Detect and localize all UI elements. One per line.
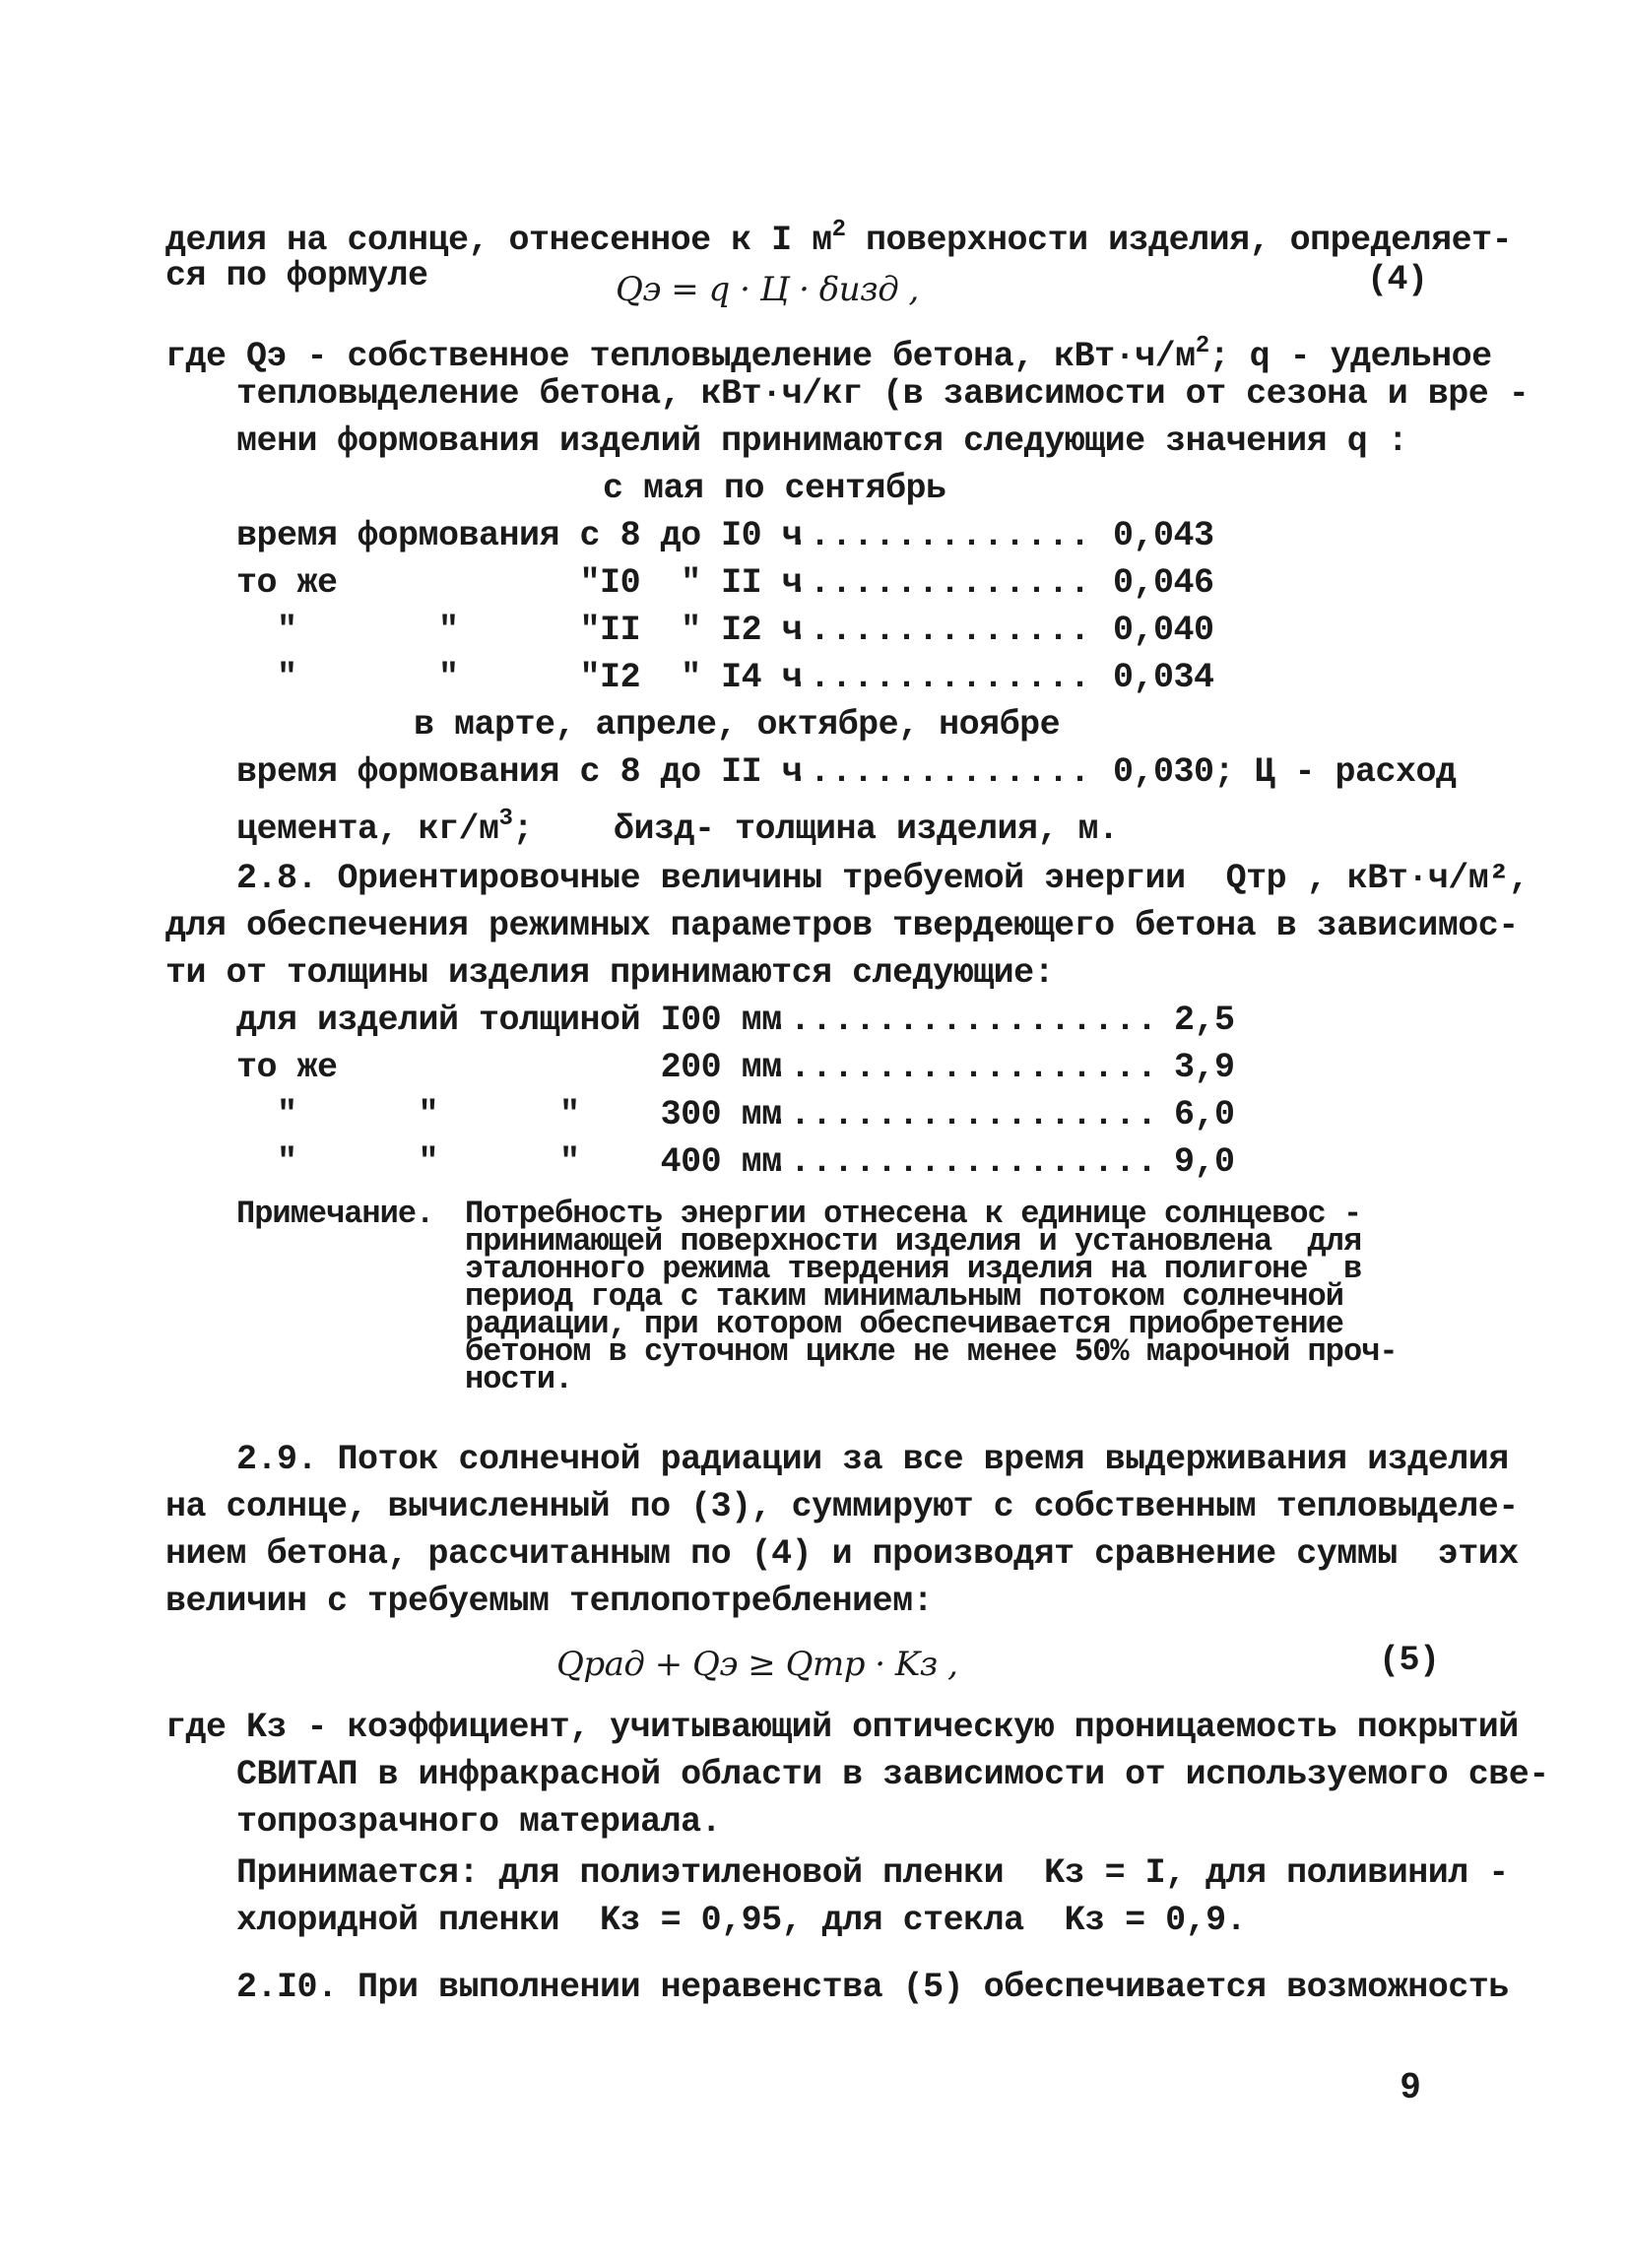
table2-row-label: " " " 300 мм bbox=[236, 1095, 782, 1134]
table2-row-value: 9,0 bbox=[1174, 1142, 1235, 1182]
table1-row-value: 0,046 bbox=[1113, 563, 1214, 603]
table1-row-value: 0,034 bbox=[1113, 658, 1214, 697]
leader-dots: .............. bbox=[788, 516, 1092, 555]
p210-line: 2.I0. При выполнении неравенства (5) обеспечивается возможность bbox=[236, 1968, 1509, 2007]
table1-tail: цемента, $кг/м^3$; δизд- толщина изделия, м. bbox=[236, 806, 1119, 849]
formula-4-number: (4) bbox=[1367, 260, 1428, 299]
p29-line: нием бетона, рассчитанным по (4) и производят сравнение суммы этих bbox=[165, 1534, 1519, 1574]
formula-5-number: (5) bbox=[1379, 1641, 1440, 1680]
table1-row-label: " " "I2 " I4 ч bbox=[236, 658, 803, 697]
table2-row-label: " " " 400 мм bbox=[236, 1142, 782, 1182]
leader-dots: .................. bbox=[768, 1048, 1159, 1087]
p28-line-2: для обеспечения режимных параметров твердеющего бетона в зависимос- bbox=[165, 906, 1519, 945]
table1-row-label: то же "I0 " II ч bbox=[236, 563, 803, 603]
leader-dots: .............. bbox=[788, 611, 1092, 650]
note-line: радиации, при котором обеспечивается приобретение bbox=[465, 1306, 1343, 1342]
note-line: Потребность энергии отнесена к единице солнцевос - bbox=[465, 1196, 1362, 1232]
note-line: ности. bbox=[465, 1361, 573, 1397]
table1-row-label: время формования с 8 до I0 ч bbox=[236, 516, 803, 555]
where1-line-c: мени формования изделий принимаются следующие значения q : bbox=[236, 421, 1408, 461]
where2-line: Принимается: для полиэтиленовой пленки Kз = I, для поливинил - bbox=[236, 1853, 1509, 1893]
table1-last-label: время формования с 8 до II ч bbox=[236, 752, 803, 792]
leader-dots: .................. bbox=[768, 1001, 1159, 1040]
where1-line-a: где Qэ - собственное тепловыделение бетона, $кВт\cdot ч/м^2$; q - удельное bbox=[165, 333, 1492, 376]
leader-dots: .............. bbox=[788, 752, 1092, 792]
table1-heading-1: с мая по сентябрь bbox=[603, 469, 946, 508]
table1-row-value: 0,043 bbox=[1113, 516, 1214, 555]
leader-dots: .............. bbox=[788, 658, 1092, 697]
where1-line-b: тепловыделение бетона, кВт·ч/кг (в зависимости от сезона и вре - bbox=[236, 374, 1530, 414]
note-line: принимающей поверхности изделия и установлена для bbox=[465, 1223, 1362, 1260]
table2-row-value: 3,9 bbox=[1174, 1048, 1235, 1087]
table2-row-label: то же 200 мм bbox=[236, 1048, 782, 1087]
where2-line: топрозрачного материала. bbox=[236, 1802, 722, 1842]
note-line: период года с таким минимальным потоком солнечной bbox=[465, 1278, 1343, 1315]
p28-line-3: ти от толщины изделия принимаются следующие: bbox=[165, 953, 1055, 993]
p29-line: 2.9. Поток солнечной радиации за все время выдерживания изделия bbox=[236, 1440, 1509, 1479]
table2-row-value: 6,0 bbox=[1174, 1095, 1235, 1134]
table1-heading-2: в марте, апреле, октябре, ноябре bbox=[414, 705, 1061, 745]
intro-line-2: ся по формуле bbox=[165, 256, 428, 295]
table1-row-value: 0,040 bbox=[1113, 611, 1214, 650]
note-line: бетоном в суточном цикле не менее 50% марочной проч- bbox=[465, 1333, 1398, 1370]
p29-line: на солнце, вычисленный по (3), суммируют с собственным тепловыделе- bbox=[165, 1487, 1519, 1526]
note-line: эталонного режима твердения изделия на полигоне в bbox=[465, 1251, 1362, 1287]
note-label: Примечание. bbox=[236, 1196, 434, 1232]
table2-row-value: 2,5 bbox=[1174, 1001, 1235, 1040]
leader-dots: .............. bbox=[788, 563, 1092, 603]
formula-5: Qрад + Qэ ≥ Qтр · Kз , bbox=[556, 1645, 958, 1684]
where2-line: СВИТАП в инфракрасной области в зависимости от используемого све- bbox=[236, 1755, 1549, 1794]
p29-line: величин с требуемым теплопотреблением: bbox=[165, 1582, 934, 1621]
page-number: 9 bbox=[1401, 2065, 1420, 2106]
where2-line: где Kз - коэффициент, учитывающий оптическую проницаемость покрытий bbox=[165, 1708, 1519, 1747]
table1-row-label: " " "II " I2 ч bbox=[236, 611, 803, 650]
p28-line-1: 2.8. Ориентировочные величины требуемой энергии Qтр , кВт·ч/м², bbox=[236, 859, 1530, 898]
intro-line-1: делия на солнце, отнесенное к I $м^2$ поверхности изделия, определяет- bbox=[165, 217, 1513, 260]
formula-4: Qэ = q · Ц · δизд , bbox=[616, 270, 919, 309]
leader-dots: .................. bbox=[768, 1142, 1159, 1182]
where2-line: хлоридной пленки Kз = 0,95, для стекла Kз = 0,9. bbox=[236, 1901, 1247, 1940]
table2-row-label: для изделий толщиной I00 мм bbox=[236, 1001, 782, 1040]
leader-dots: .................. bbox=[768, 1095, 1159, 1134]
table1-last-value: 0,030; Ц - расход bbox=[1113, 752, 1457, 792]
